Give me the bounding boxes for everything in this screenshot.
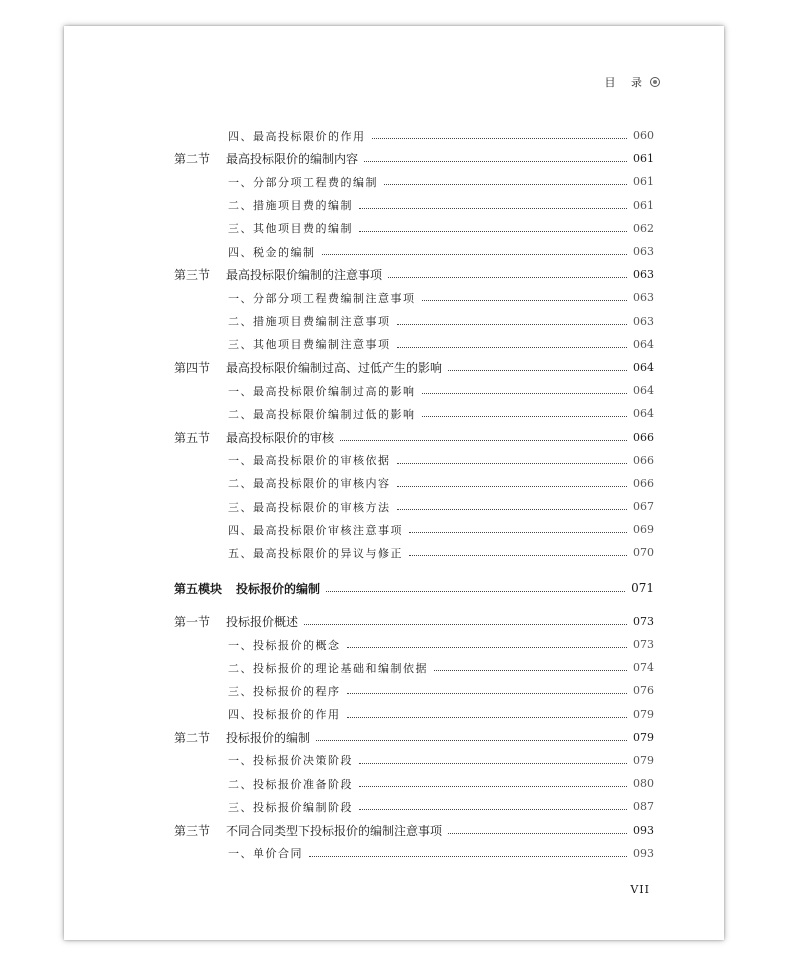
toc-item [174,495,654,518]
dot-leader [448,370,627,371]
toc-title: 三、投标报价的程序 [228,684,341,698]
toc-label [174,290,422,306]
toc-page-number: 071 [631,581,654,596]
toc-label [174,580,326,597]
toc-page-number: 087 [633,800,654,814]
dot-leader [409,555,627,556]
toc-page-number: 063 [633,268,654,282]
dot-leader [347,717,628,718]
toc-item [174,170,654,193]
toc-label [174,613,304,630]
dot-leader [434,670,627,671]
toc-page-number: 066 [633,453,654,467]
dot-leader [359,208,627,209]
dot-leader [397,463,628,464]
toc-label [174,359,448,376]
toc-page-number: 079 [633,730,654,744]
toc-item [174,679,654,702]
dot-leader [448,833,627,834]
toc-label [174,752,359,768]
toc-label [174,266,388,283]
module-number: 第五模块 [174,581,223,596]
dot-leader [372,138,628,139]
toc-page-number: 064 [633,337,654,351]
toc-title: 三、最高投标限价的审核方法 [228,500,391,514]
section-number: 第四节 [174,360,211,375]
toc-title: 四、税金的编制 [228,245,316,259]
toc-item [174,379,654,402]
toc-label [174,150,364,167]
toc-module [174,577,654,600]
toc-title: 一、投标报价的概念 [228,638,341,652]
toc-page-number: 069 [633,523,654,537]
toc-title: 一、最高投标限价编制过高的影响 [228,384,416,398]
toc-title: 二、投标报价的理论基础和编制依据 [228,661,428,675]
toc-section [174,610,654,633]
toc-item [174,286,654,309]
dot-leader [347,647,628,648]
toc-title: 二、最高投标限价编制过低的影响 [228,407,416,421]
toc-page-number: 064 [633,407,654,421]
toc-title: 一、分部分项工程费的编制 [228,175,378,189]
toc-page-number: 074 [633,661,654,675]
toc-title: 一、单价合同 [228,847,303,861]
toc-page-number: 093 [633,846,654,860]
toc-item [174,656,654,679]
dot-leader [347,693,628,694]
toc-page-number: 063 [633,314,654,328]
toc-page-number: 076 [633,684,654,698]
toc-section [174,356,654,379]
toc-item [174,194,654,217]
toc-title: 一、分部分项工程费编制注意事项 [228,291,416,305]
toc-title: 一、投标报价决策阶段 [228,754,353,768]
toc-page-number: 063 [633,245,654,259]
toc-item [174,795,654,818]
toc-label [174,429,340,446]
toc-label [174,244,322,260]
toc-title: 最高投标限价的审核 [226,430,335,445]
dot-leader [397,509,628,510]
page-number: VII [630,883,650,896]
toc-page-number: 073 [633,614,654,628]
dot-leader [397,324,628,325]
section-number: 第三节 [174,823,211,838]
toc-page-number: 080 [633,777,654,791]
toc-item [174,240,654,263]
toc-label [174,128,372,144]
dot-leader [397,486,628,487]
toc-page-number: 093 [633,823,654,837]
toc-label [174,729,316,746]
toc-title: 最高投标限价编制的注意事项 [226,268,383,283]
toc-title: 二、投标报价准备阶段 [228,777,353,791]
toc-item [174,333,654,356]
toc-title: 四、最高投标限价审核注意事项 [228,523,403,537]
dot-leader [304,624,627,625]
toc-label [174,336,397,352]
toc-label [174,799,359,815]
dot-leader [384,184,627,185]
toc-item [174,703,654,726]
dot-leader [422,300,628,301]
toc-section [174,147,654,170]
toc-page-number: 063 [633,291,654,305]
toc-page-number: 064 [633,384,654,398]
dot-leader [388,277,627,278]
toc-label [174,499,397,515]
toc-section [174,726,654,749]
toc-title: 一、最高投标限价的审核依据 [228,454,391,468]
toc-section [174,425,654,448]
toc-title: 不同合同类型下投标报价的编制注意事项 [226,823,443,838]
toc-label [174,174,384,190]
toc-label [174,220,359,236]
toc-item [174,310,654,333]
section-number: 第三节 [174,268,211,283]
toc-title: 投标报价概述 [226,614,299,629]
toc-title: 最高投标限价编制过高、过低产生的影响 [226,360,443,375]
toc-title: 二、措施项目费的编制 [228,199,353,213]
dot-leader [326,591,625,592]
toc-page-number: 079 [633,707,654,721]
toc-title: 二、最高投标限价的审核内容 [228,477,391,491]
toc-item [174,772,654,795]
toc-label [174,776,359,792]
toc-page-number: 064 [633,360,654,374]
dot-leader [422,416,628,417]
toc-item [174,518,654,541]
toc-item [174,842,654,865]
toc-section [174,818,654,841]
toc-page-number: 073 [633,638,654,652]
dot-leader [316,740,627,741]
toc-page-number: 060 [633,129,654,143]
toc-item [174,124,654,147]
section-number: 第一节 [174,614,211,629]
toc-title: 二、措施项目费编制注意事项 [228,315,391,329]
circle-ornament-icon [650,77,660,87]
toc-page-number: 061 [633,175,654,189]
toc-page-number: 066 [633,430,654,444]
running-header [605,74,661,90]
dot-leader [359,231,627,232]
toc-page-number: 066 [633,476,654,490]
toc-label [174,406,422,422]
toc-page-number: 061 [633,198,654,212]
dot-leader [359,786,627,787]
table-of-contents [174,124,654,865]
toc-label [174,822,448,839]
dot-leader [397,347,628,348]
toc-label [174,706,347,722]
toc-title: 三、投标报价编制阶段 [228,800,353,814]
document-page [64,26,724,940]
dot-leader [364,161,627,162]
toc-page-number: 062 [633,221,654,235]
dot-leader [359,763,627,764]
toc-label [174,683,347,699]
toc-label [174,313,397,329]
toc-title: 五、最高投标限价的异议与修正 [228,546,403,560]
toc-title: 四、最高投标限价的作用 [228,129,366,143]
section-number: 第二节 [174,730,211,745]
toc-label [174,637,347,653]
toc-item [174,402,654,425]
toc-page-number: 067 [633,500,654,514]
dot-leader [409,532,627,533]
toc-label [174,545,409,561]
toc-label [174,383,422,399]
section-number: 第五节 [174,430,211,445]
toc-label [174,452,397,468]
toc-item [174,217,654,240]
toc-title: 三、其他项目费的编制 [228,222,353,236]
toc-page-number: 079 [633,753,654,767]
toc-label [174,660,434,676]
header-title: 目 录 [604,76,648,89]
toc-page-number: 061 [633,152,654,166]
toc-title: 最高投标限价的编制内容 [226,152,359,167]
dot-leader [422,393,628,394]
dot-leader [322,254,628,255]
toc-item [174,749,654,772]
toc-item [174,472,654,495]
toc-page-number: 070 [633,546,654,560]
toc-label [174,197,359,213]
toc-item [174,541,654,564]
toc-title: 投标报价的编制 [236,581,321,596]
toc-label [174,522,409,538]
dot-leader [340,440,627,441]
toc-title: 投标报价的编制 [226,730,311,745]
dot-leader [359,809,627,810]
toc-section [174,263,654,286]
toc-item [174,449,654,472]
toc-item [174,633,654,656]
dot-leader [309,856,627,857]
toc-title: 三、其他项目费编制注意事项 [228,338,391,352]
section-number: 第二节 [174,152,211,167]
toc-title: 四、投标报价的作用 [228,708,341,722]
toc-label [174,845,309,861]
toc-label [174,475,397,491]
